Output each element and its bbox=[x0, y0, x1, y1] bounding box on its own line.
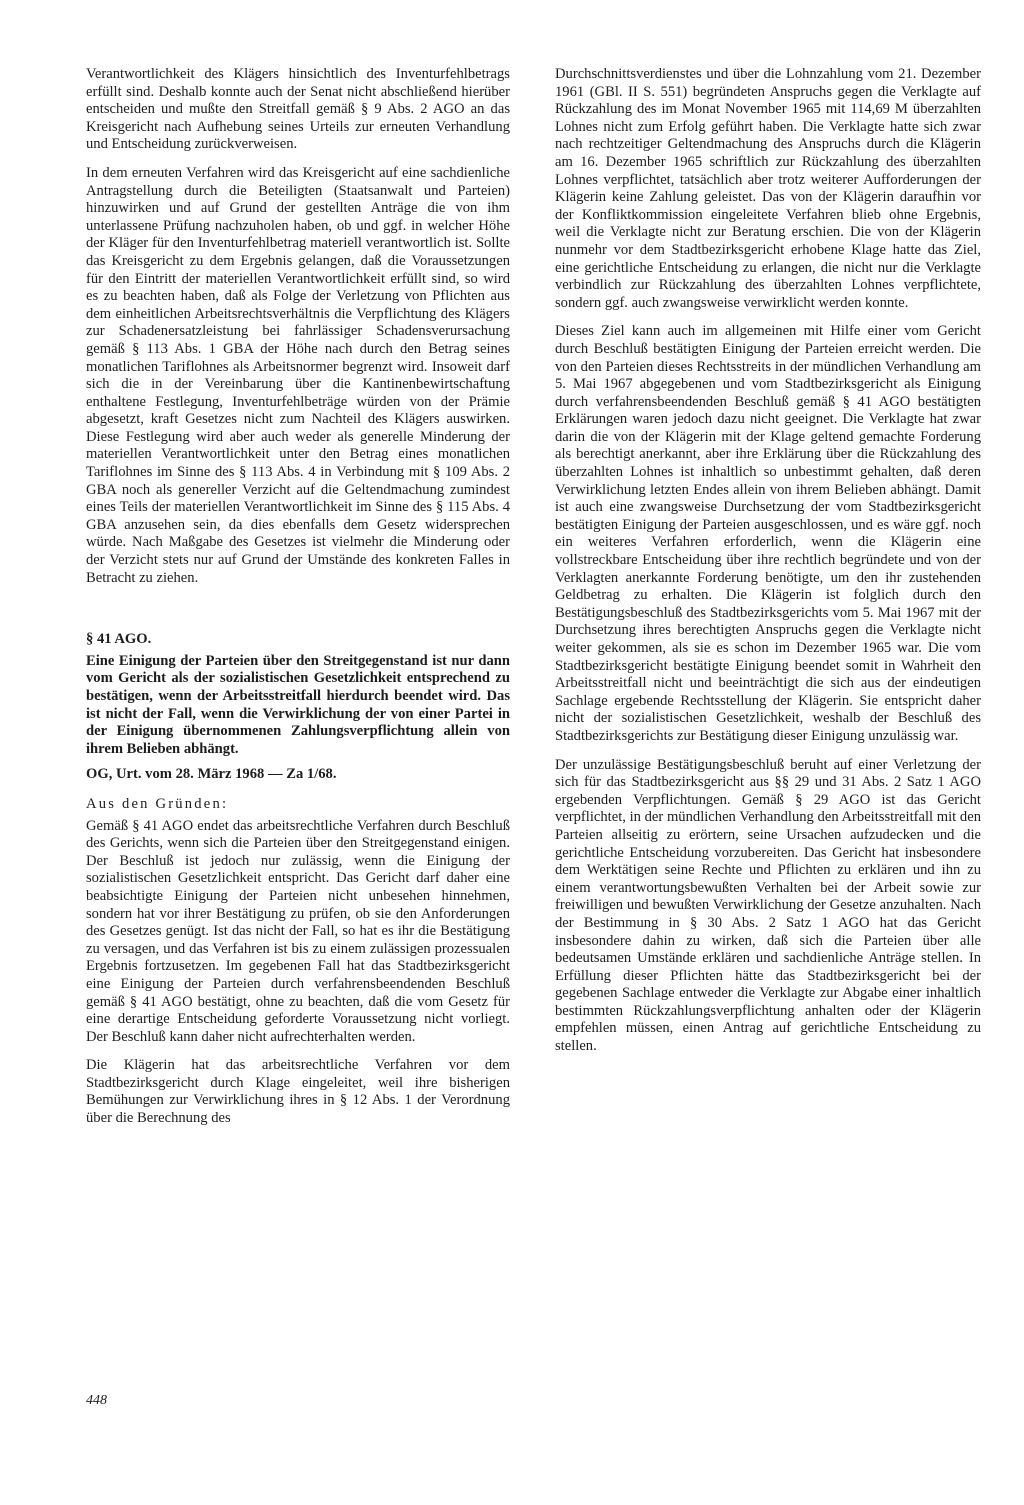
left-column bbox=[86, 66, 510, 1139]
paragraph: Dieses Ziel kann auch im allgemeinen mit Hilfe einer vom Gericht durch Beschluß bestätigten Einigung der Parteien erreicht werden. Die von den Parteien dieses Rechtsstreits in der mündlichen Verhandlung am 5. Mai 1967 abgegebenen und vom Stadtbezirksgericht als Einigung durch verfahrensbeendenden Beschluß gemäß § 41 AGO bestätigten Erklärungen waren jedoch dazu nicht geeignet. Die Verklagte hat zwar darin die von der Klägerin mit der Klage geltend gemachte Forderung als berechtigt anerkannt, aber ihre Erklärung über die Rückzahlung des überzahlten Lohnes ist inhaltlich so unbestimmt gehalten, daß deren Verwirklichung letzten Endes allein von ihrem Belieben abhängt. Damit ist auch eine zwangsweise Durchsetzung der vom Stadtbezirksgericht bestätigten Einigung der Parteien ausgeschlossen, und es wäre ggf. noch ein weiteres Verfahren erforderlich, wenn die Klägerin eine vollstreckbare Entscheidung über ihre rechtlich begründete und von der Verklagten anerkannte Forderung benötigte, um den ihr zustehenden Geldbetrag zu erhalten. Die Klägerin ist folglich durch den Bestätigungsbeschluß des Stadtbezirksgerichts vom 5. Mai 1967 mit der Durchsetzung ihres berechtigten Anspruchs gegen die Verklagte nicht weiter gekommen, als sie es schon im Dezember 1965 war. Die vom Stadtbezirksgericht bestätigte Einigung beendet somit in Wahrheit den Arbeitsstreitfall nicht und beeinträchtigt die sich aus der eindeutigen Sachlage ergebende Rechtsstellung der Klägerin. Sie entspricht daher nicht der sozialistischen Gesetzlichkeit, weshalb der Beschluß des Stadtbezirksgerichts zur Bestätigung dieser Einigung unzulässig war. bbox=[555, 323, 981, 744]
paragraph: Durchschnittsverdienstes und über die Lohnzahlung vom 21. Dezember 1961 (GBl. II S. 551) begründeten Anspruchs gegen die Verklagte auf Rückzahlung des im Monat November 1965 mit 114,69 M überzahlten Lohnes nicht zum Erfolg geführt haben. Die Verklagte hatte sich zwar nach rechtzeitiger Geltendmachung des Anspruchs durch die Klägerin am 16. Dezember 1965 schriftlich zur Rückzahlung des überzahlten Lohnes verpflichtet, tatsächlich aber trotz weiterer Aufforderungen der Klägerin keine Zahlung geleistet. Das von der Klägerin daraufhin vor der Konfliktkommission eingeleitete Verfahren blieb ohne Ergebnis, weil die Verklagte nicht zur Beratung erschien. Die von der Klägerin nunmehr vor dem Stadtbezirksgericht erhobene Klage hatte das Ziel, eine gerichtliche Entscheidung zu erlangen, die nicht nur die Verklagte verbindlich zur Rückzahlung des überzahlten Lohnes verpflichtete, sondern ggf. auch zwangsweise verwirklicht werden konnte. bbox=[555, 66, 981, 311]
paragraph: Die Klägerin hat das arbeitsrechtliche Verfahren vor dem Stadtbezirksgericht durch Klage eingeleitet, weil ihre bisherigen Bemühungen zur Verwirklichung ihres in § 12 Abs. 1 der Verordnung über die Berechnung des bbox=[86, 1057, 510, 1127]
paragraph: Der unzulässige Bestätigungsbeschluß beruht auf einer Verletzung der sich für das Stadtbezirksgericht aus §§ 29 und 31 Abs. 2 Satz 1 AGO ergebenden Verpflichtungen. Gemäß § 29 AGO ist das Gericht verpflichtet, in der mündlichen Verhandlung den Arbeitsstreitfall mit den Parteien allseitig zu erörtern, seine Ursachen aufzudecken und die gerichtliche Entscheidung vorzubereiten. Das Gericht hat insbesondere dem Werktätigen seine Rechte und Pflichten zu erklären und ihn zu einem verantwortungsbewußten Verhalten bei der Arbeit sowie zur freiwilligen und bewußten Verwirklichung der Gesetze anzuhalten. Nach der Bestimmung in § 30 Abs. 2 Satz 1 AGO hat das Gericht insbesondere dahin zu wirken, daß sich die Parteien über alle bedeutsamen Umstände erklären und sachdienliche Anträge stellen. In Erfüllung dieser Pflichten hätte das Stadtbezirksgericht bei der gegebenen Sachlage entweder die Verklagte zur Abgabe einer inhaltlich bestimmten Rückzahlungsverpflichtung anhalten oder der Klägerin empfehlen müssen, einen Antrag auf gerichtliche Entscheidung zu stellen. bbox=[555, 756, 981, 1055]
headnote: Eine Einigung der Parteien über den Streitgegenstand ist nur dann vom Gericht als der sozialistischen Gesetzlichkeit entsprechend zu bestätigen, wenn der Arbeitsstreitfall hierdurch beendet wird. Das ist nicht der Fall, wenn die Verwirklichung der von einer Partei in der Einigung übernommenen Zahlungsverpflichtung allein von ihrem Belieben abhängt. bbox=[86, 652, 510, 757]
page-number: 448 bbox=[86, 1393, 107, 1408]
case-citation: OG, Urt. vom 28. März 1968 — Za 1/68. bbox=[86, 766, 337, 783]
paragraph: Verantwortlichkeit des Klägers hinsichtlich des Inventurfehlbetrags erfüllt sind. Deshalb konnte auch der Senat nicht abschließend hierüber entscheiden und mußte den Streitfall gemäß § 9 Abs. 2 AGO an das Kreisgericht nach Aufhebung seines Urteils zur erneuten Verhandlung und Entscheidung zurückverweisen. bbox=[86, 66, 510, 153]
right-column bbox=[555, 66, 981, 1067]
paragraph: In dem erneuten Verfahren wird das Kreisgericht auf eine sachdienliche Antragstellung durch die Beteiligten (Staatsanwalt und Parteien) hinzuwirken und auf Grund der gestellten Anträge die von ihm unterlassene Prüfung nachzuholen haben, ob und ggf. in welcher Höhe der Kläger für den Inventurfehlbetrag materiell verantwortlich ist. Sollte das Kreisgericht zu dem Ergebnis gelangen, daß die Voraussetzungen für den Eintritt der materiellen Verantwortlichkeit erfüllt sind, so wird es zu beachten haben, daß als Folge der Verletzung von Pflichten aus dem einheitlichen Arbeitsrechtsverhältnis die Verpflichtung des Klägers zur Schadenersatzleistung bei fahrlässiger Schadensverursachung gemäß § 113 Abs. 1 GBA der Höhe nach durch den Betrag seines monatlichen Tariflohnes als Arbeitsnormer begrenzt wird. Insoweit darf sich die in der Vereinbarung über die Kantinenbewirtschaftung enthaltene Festlegung, Inventurfehlbeträge würden von der Prämie abgesetzt, kraft Gesetzes nicht zum Nachteil des Klägers auswirken. Diese Festlegung wird aber auch weder als generelle Minderung der materiellen Verantwortlichkeit unter den Betrag eines monatlichen Tariflohnes im Sinne des § 113 Abs. 4 in Verbindung mit § 109 Abs. 2 GBA noch als genereller Verzicht auf die Geltendmachung zumindest eines Teils der materiellen Verantwortlichkeit im Sinne des § 115 Abs. 4 GBA anzusehen sein, da dies ebenfalls dem Gesetz widersprechen würde. Nach Maßgabe des Gesetzes ist vielmehr die Minderung oder der Verzicht stets nur auf Grund der Umstände des konkreten Falles in Betracht zu ziehen. bbox=[86, 164, 510, 586]
section-heading: § 41 AGO. bbox=[86, 631, 152, 648]
paragraph: Gemäß § 41 AGO endet das arbeitsrechtliche Verfahren durch Beschluß des Gerichts, wenn sich die Parteien über den Streitgegenstand einigen. Der Beschluß ist jedoch nur zulässig, wenn die Einigung der sozialistischen Gesetzlichkeit entspricht. Das Gericht darf daher eine beabsichtigte Einigung der Parteien nicht unbesehen hinnehmen, sondern hat vor ihrer Bestätigung zu prüfen, ob sie den Anforderungen des Gesetzes genügt. Ist das nicht der Fall, so hat es ihr die Bestätigung zu versagen, und das Verfahren ist bis zu einem zulässigen prozessualen Ergebnis fortzusetzen. Im gegebenen Fall hat das Stadtbezirksgericht eine Einigung der Parteien durch verfahrensbeendenden Beschluß gemäß § 41 AGO bestätigt, ohne zu beachten, daß die vom Gesetz für eine derartige Entscheidung geforderte Voraussetzung nicht vorliegt. Der Beschluß kann daher nicht aufrechterhalten werden. bbox=[86, 817, 510, 1045]
reasons-heading: Aus den Gründen: bbox=[86, 795, 229, 812]
